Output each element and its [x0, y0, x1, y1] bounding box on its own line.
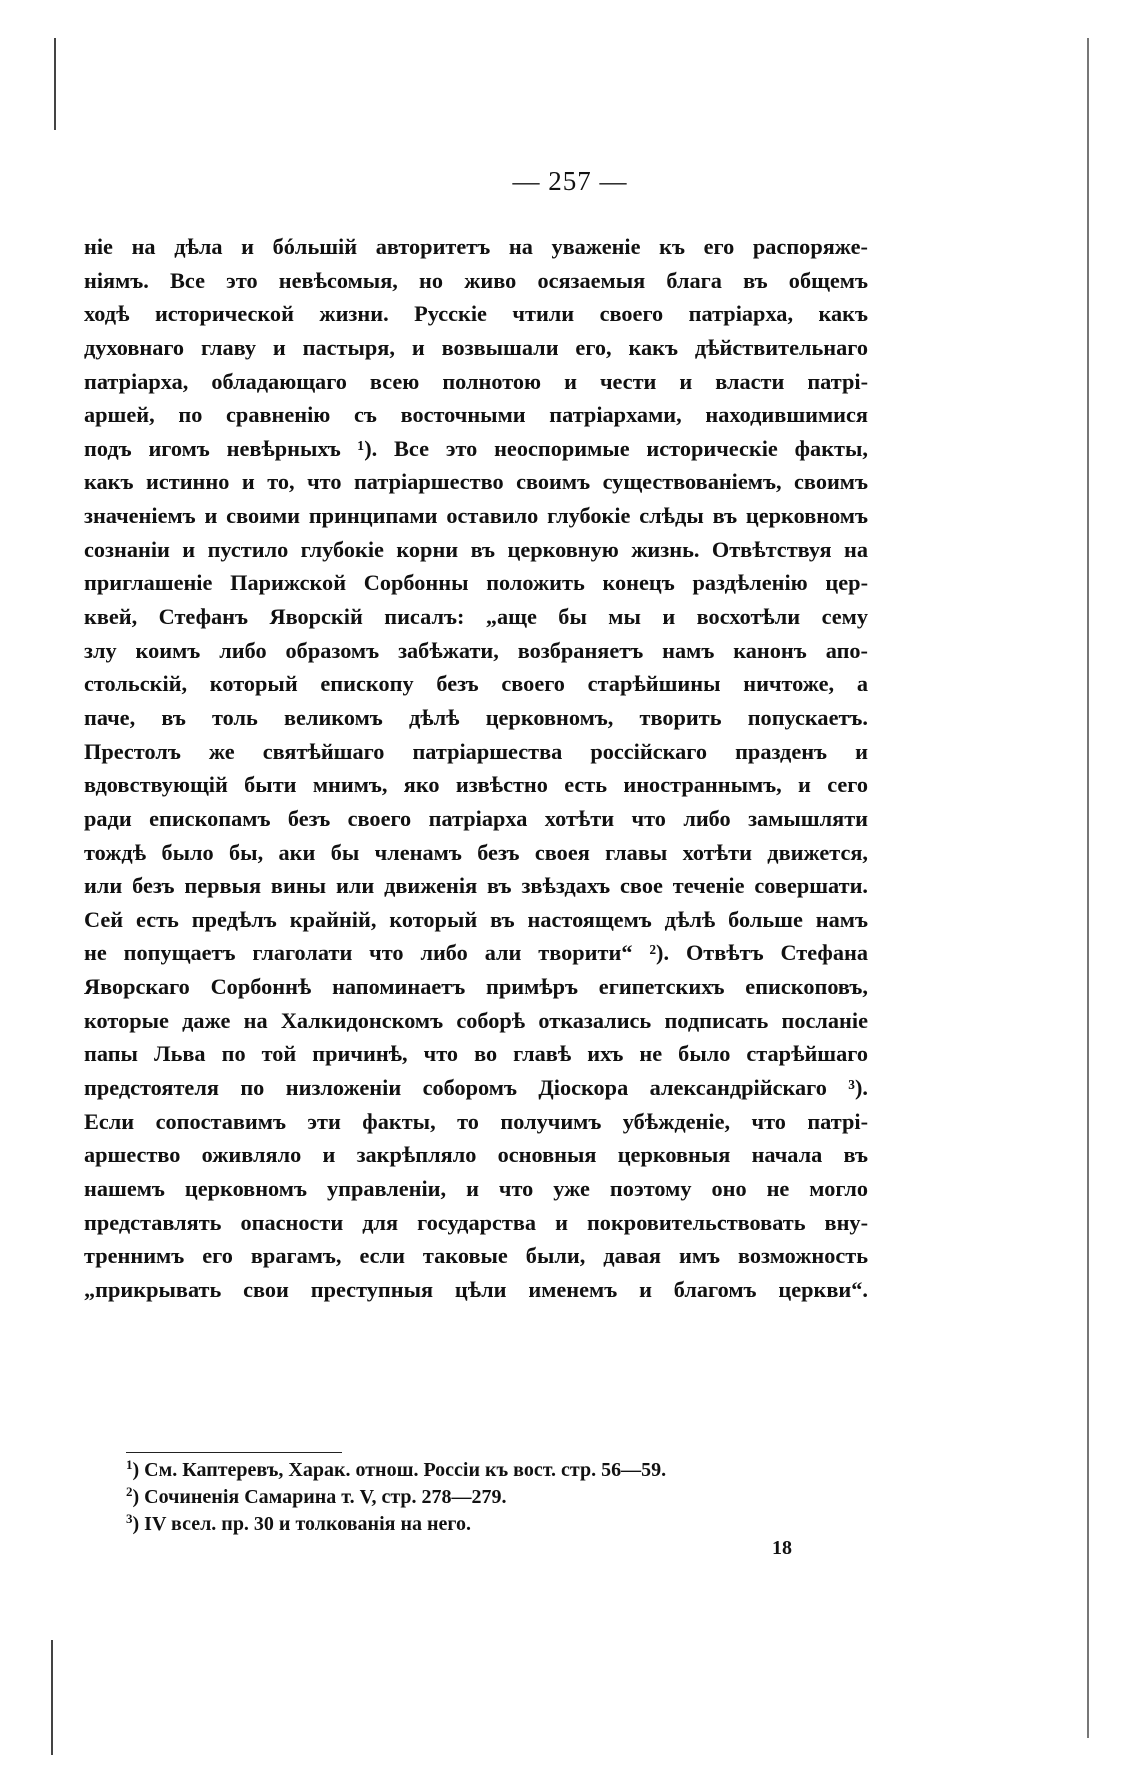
- text-line: Яворскаго Сорбоннѣ напоминаетъ примѣръ египетскихъ епископовъ,: [84, 974, 868, 1000]
- text-line: паче, въ толь великомъ дѣлѣ церковномъ, творить попускаетъ.: [84, 704, 868, 730]
- text-line: которые даже на Халкидонскомъ соборѣ отказались подписать посланіе: [84, 1007, 868, 1033]
- text-line: треннимъ его врагамъ, если таковые были, давая имъ возможность: [84, 1243, 868, 1269]
- text-line: представлять опасности для государства и покровительствовать вну-: [84, 1209, 868, 1235]
- text-line: ради епископамъ безъ своего патріарха хотѣти что либо замышляти: [84, 805, 868, 831]
- footnotes: [126, 1457, 846, 1538]
- text-line: или безъ первыя вины или движенія въ звѣздахъ свое теченіе совершати.: [84, 873, 868, 899]
- footnote-divider: [126, 1452, 342, 1453]
- text-line: Если сопоставимъ эти факты, то получимъ убѣжденіе, что патрі-: [84, 1108, 868, 1134]
- text-line: папы Льва по той причинѣ, что во главѣ ихъ не было старѣйшаго: [84, 1041, 868, 1067]
- text-line: подъ игомъ невѣрныхъ ¹). Все это неоспоримые историческіе факты,: [84, 435, 868, 461]
- text-line: ніе на дѣла и бóльшій авторитетъ на уваженіе къ его распоряже-: [84, 234, 868, 259]
- footnote: [126, 1484, 846, 1511]
- text-line: тождѣ было бы, аки бы членамъ безъ своея главы хотѣти движется,: [84, 839, 868, 865]
- text-line: предстоятеля по низложеніи соборомъ Діоскора александрійскаго ³).: [84, 1075, 868, 1101]
- footnote-text: ) IV всел. пр. 30 и толкованія на него.: [132, 1513, 471, 1535]
- text-line: не попущаетъ глаголати что либо али творити“ ²). Отвѣтъ Стефана: [84, 940, 868, 966]
- printer-signature-mark: 18: [772, 1537, 792, 1559]
- text-line: аршей, по сравненію съ восточными патріархами, находившимися: [84, 402, 868, 428]
- text-line: Престолъ же святѣйшаго патріаршества россійскаго празденъ и: [84, 738, 868, 764]
- body-text: [84, 230, 868, 1307]
- footnote-mark: 1: [126, 1457, 133, 1472]
- text-line: злу коимъ либо образомъ забѣжати, возбраняетъ намъ канонъ апо-: [84, 637, 868, 663]
- footnote: [126, 1511, 846, 1538]
- text-line: ходѣ исторической жизни. Русскіе чтили своего патріарха, какъ: [84, 301, 868, 327]
- left-scan-edge-bottom: [51, 1640, 53, 1755]
- left-scan-edge: [54, 38, 56, 130]
- footnote-mark: 3: [126, 1511, 133, 1526]
- footnote-text: ) Сочиненія Самарина т. V, стр. 278—279.: [132, 1486, 507, 1508]
- text-line: приглашеніе Парижской Сорбонны положить конецъ раздѣленію цер-: [84, 570, 868, 596]
- text-line: значеніемъ и своими принципами оставило глубокіе слѣды въ церковномъ: [84, 503, 868, 529]
- text-line: сознаніи и пустило глубокіе корни въ церковную жизнь. Отвѣтствуя на: [84, 536, 868, 562]
- footnote-text: ) См. Каптеревъ, Харак. отнош. Россіи къ вост. стр. 56—59.: [132, 1459, 667, 1481]
- text-line: аршество оживляло и закрѣпляло основныя церковныя начала въ: [84, 1142, 868, 1168]
- text-line: квей, Стефанъ Яворскій писалъ: „аще бы мы и восхотѣли сему: [84, 604, 868, 630]
- text-line: ніямъ. Все это невѣсомыя, но живо осязаемыя блага въ общемъ: [84, 267, 868, 293]
- text-line: патріарха, обладающаго всею полнотою и чести и власти патрі-: [84, 368, 868, 394]
- right-scan-edge: [1087, 38, 1089, 1738]
- text-line: стольскій, который епископу безъ своего старѣйшины ничтоже, а: [84, 671, 868, 697]
- footnote-mark: 2: [126, 1484, 133, 1499]
- text-line: нашемъ церковномъ управленіи, и что уже поэтому оно не могло: [84, 1175, 868, 1201]
- page-header: — 257 —: [512, 166, 628, 196]
- footnote: [126, 1457, 846, 1484]
- text-line: Сей есть предѣлъ крайній, который въ настоящемъ дѣлѣ больше намъ: [84, 906, 868, 932]
- text-line: духовнаго главу и пастыря, и возвышали его, какъ дѣйствительнаго: [84, 334, 868, 360]
- text-line: „прикрывать свои преступныя цѣли именемъ и благомъ церкви“.: [84, 1276, 868, 1302]
- text-line: вдовствующій быти мнимъ, яко извѣстно есть иностраннымъ, и сего: [84, 772, 868, 798]
- text-line: какъ истинно и то, что патріаршество своимъ существованіемъ, своимъ: [84, 469, 868, 495]
